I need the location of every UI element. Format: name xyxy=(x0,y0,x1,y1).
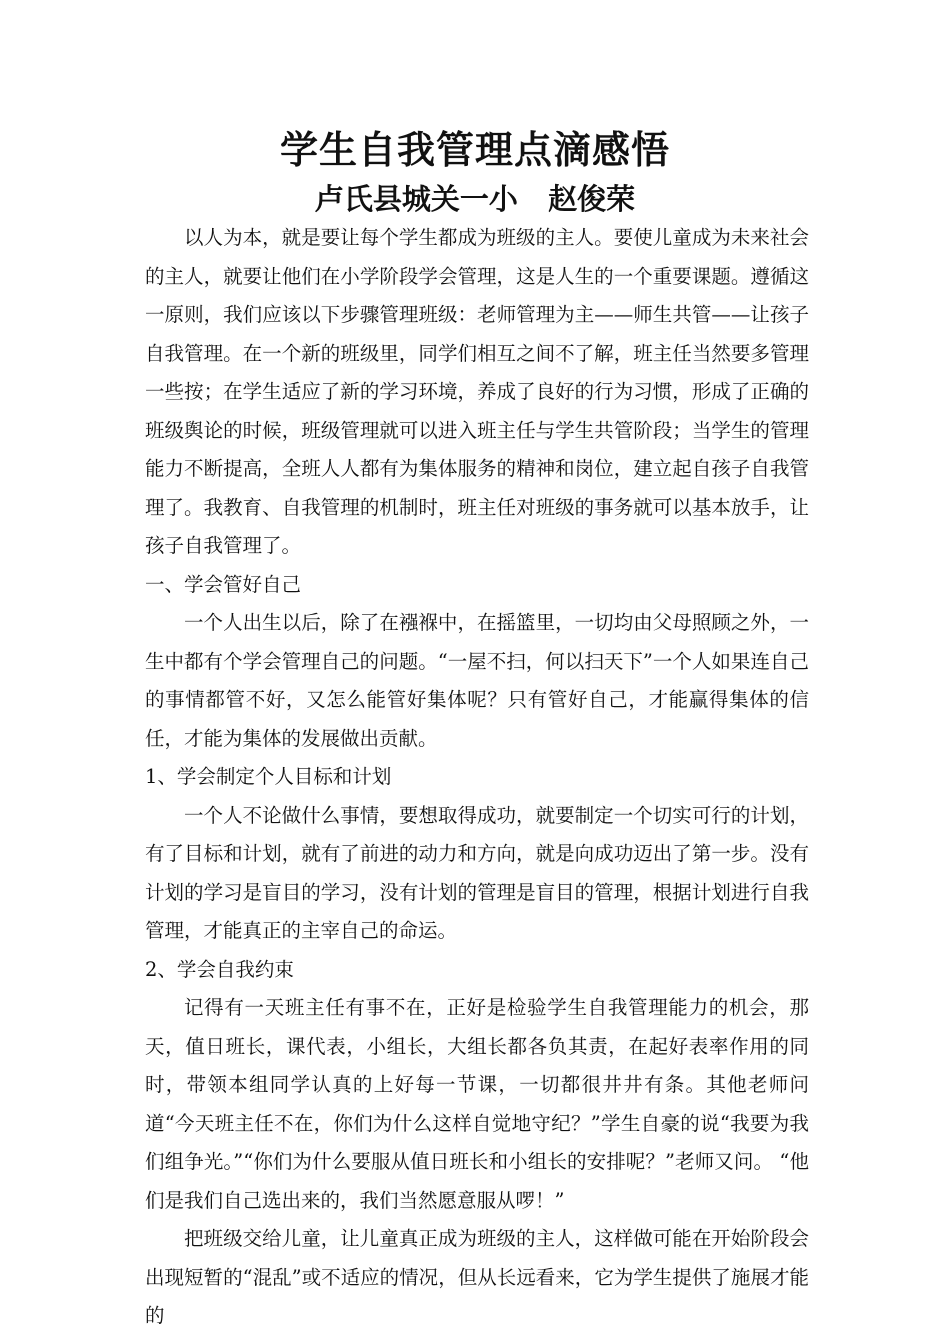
subsection-heading-2: 2、学会自我约束 xyxy=(145,957,294,981)
paragraph-hand-over-class: 把班级交给儿童，让儿童真正成为班级的主人，这样做可能在开始阶段会出现短暂的“混乱”或不适应的情况，但从长远看来，它为学生提供了施展才能的 xyxy=(145,1227,809,1327)
paragraph-intro: 以人为本，就是要让每个学生都成为班级的主人。要使儿童成为未来社会的主人，就要让他们在小学阶段学会管理，这是人生的一个重要课题。遵循这一原则，我们应该以下步骤管理班级：老师管理为主——师生共管——让孩子自我管理。在一个新的班级里，同学们相互之间不了解，班主任当然要多管理一些按；在学生适应了新的学习环境，养成了良好的行为习惯，形成了正确的班级舆论的时候，班级管理就可以进入班主任与学生共管阶段；当学生的管理能力不断提高，全班人人都有为集体服务的精神和岗位，建立起自孩子自我管理了。我教育、自我管理的机制时，班主任对班级的事务就可以基本放手，让孩子自我管理了。 xyxy=(145,226,809,557)
section-heading-1: 一、学会管好自己 xyxy=(145,572,302,596)
paragraph-manage-self: 一个人出生以后，除了在襁褓中，在摇篮里，一切均由父母照顾之外，一生中都有个学会管理自己的问题。“一屋不扫，何以扫天下”一个人如果连自己的事情都管不好，又怎么能管好集体呢？只有管好自己，才能赢得集体的信任，才能为集体的发展做出贡献。 xyxy=(145,611,809,750)
paragraph-goals-plans: 一个人不论做什么事情，要想取得成功，就要制定一个切实可行的计划，有了目标和计划，就有了前进的动力和方向，就是向成功迈出了第一步。没有计划的学习是盲目的学习，没有计划的管理是盲目的管理，根据计划进行自我管理，才能真正的主宰自己的命运。 xyxy=(145,803,809,942)
author-line: 卢氏县城关一小 赵俊荣 xyxy=(314,182,636,216)
document-body xyxy=(145,219,809,1336)
paragraph-self-discipline: 记得有一天班主任有事不在，正好是检验学生自我管理能力的机会，那天，值日班长，课代表，小组长，大组长都各负其责，在起好表率作用的同时，带领本组同学认真的上好每一节课，一切都很井井有条。其他老师问道“今天班主任不在，你们为什么这样自觉地守纪？”学生自豪的说“我要为我们组争光。”“你们为什么要服从值日班长和小组长的安排呢？”老师又问。 “他们是我们自己选出来的，我们当然愿意服从啰！” xyxy=(145,996,809,1212)
document-title: 学生自我管理点滴感悟 xyxy=(279,127,670,172)
subsection-heading-1: 1、学会制定个人目标和计划 xyxy=(145,765,392,788)
